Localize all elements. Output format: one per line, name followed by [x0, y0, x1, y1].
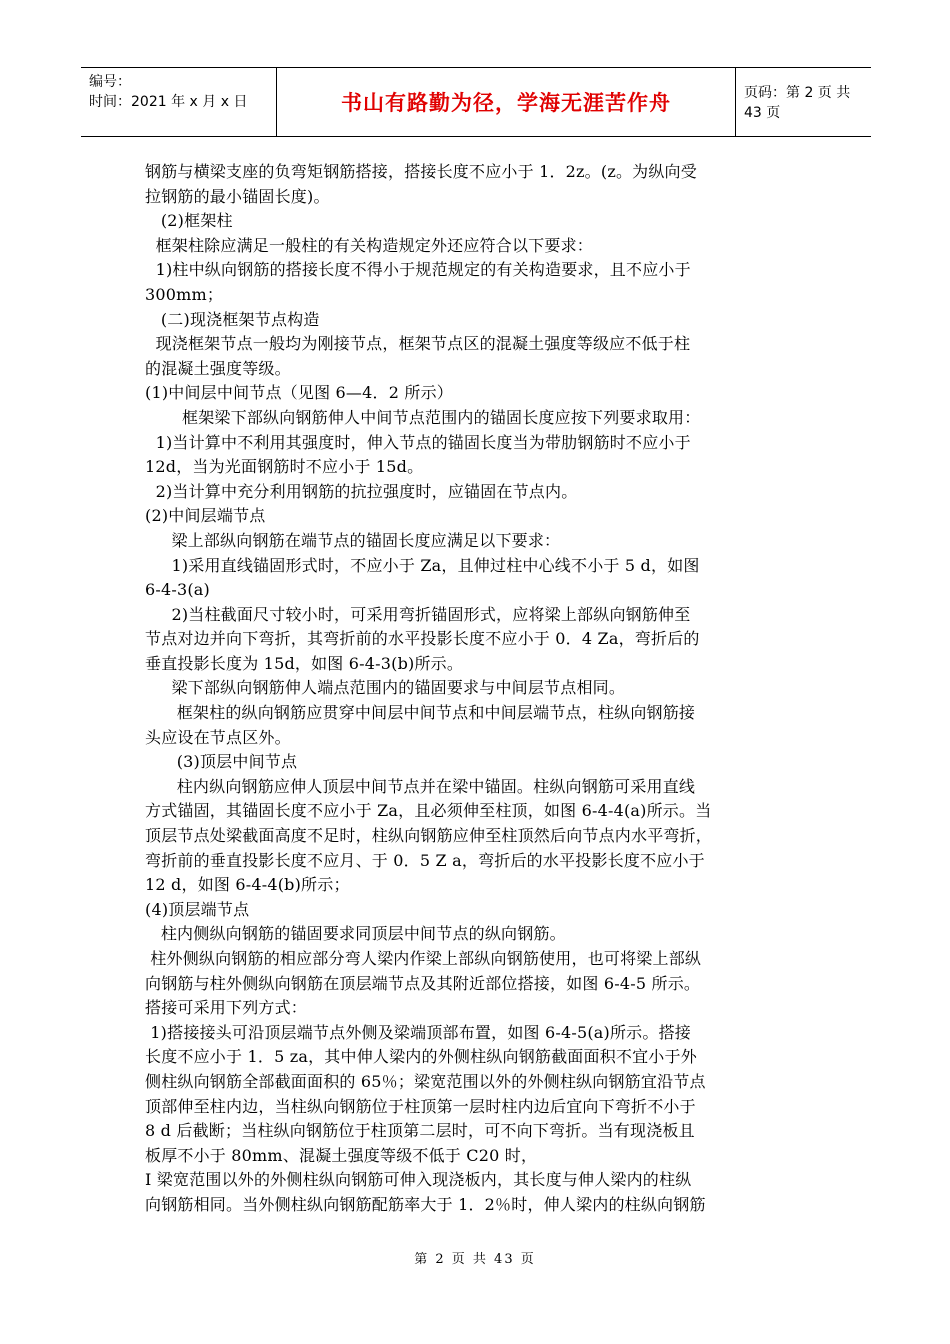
page-header — [81, 67, 871, 137]
body-line: 柱内纵向钢筋应伸人顶层中间节点并在梁中锚固。柱纵向钢筋可采用直线 — [145, 776, 696, 796]
body-line: 梁下部纵向钢筋伸人端点范围内的锚固要求与中间层节点相同。 — [145, 678, 626, 698]
body-line: 拉钢筋的最小锚固长度)。 — [145, 186, 330, 206]
body-line: 长度不应小于 1．5 za，其中伸人梁内的外侧柱纵向钢筋截面面积不宜小于外 — [145, 1047, 697, 1067]
document-body — [145, 160, 813, 1218]
body-line: 梁上部纵向钢筋在端节点的锚固长度应满足以下要求： — [145, 530, 561, 550]
header-page-label: 页码：第 2 页 共 43 页 — [744, 85, 851, 121]
body-line: 向钢筋相同。当外侧柱纵向钢筋配筋率大于 1．2％时，伸人梁内的柱纵向钢筋 — [145, 1194, 706, 1214]
document-date-label: 时间：2021 年 x 月 x 日 — [89, 94, 248, 110]
body-line: 弯折前的垂直投影长度不应月、于 0．5 Z a，弯折后的水平投影长度不应小于 — [145, 850, 705, 870]
body-line: 300mm； — [145, 284, 224, 304]
body-line: 板厚不小于 80mm、混凝土强度等级不低于 C20 时， — [145, 1145, 538, 1165]
body-line: 1)柱中纵向钢筋的搭接长度不得小于规范规定的有关构造要求，且不应小于 — [145, 260, 691, 280]
body-line: 框架柱除应满足一般柱的有关构造规定外还应符合以下要求： — [145, 235, 593, 255]
body-line: 节点对边并向下弯折，其弯折前的水平投影长度不应小于 0．4 Za，弯折后的 — [145, 629, 700, 649]
body-line: 搭接可采用下列方式： — [145, 998, 308, 1018]
body-line: 6-4-3(a) — [145, 580, 210, 600]
body-line: 12d，当为光面钢筋时不应小于 15d。 — [145, 457, 424, 477]
body-line: 12 d，如图 6-4-4(b)所示； — [145, 875, 350, 895]
body-line: 柱内侧纵向钢筋的锚固要求同顶层中间节点的纵向钢筋。 — [145, 924, 566, 944]
body-line: 方式锚固，其锚固长度不应小于 Za，且必须伸至柱顶，如图 6-4-4(a)所示。当 — [145, 801, 712, 821]
body-line: I 梁宽范围以外的外侧柱纵向钢筋可伸入现浇板内，其长度与伸人梁内的柱纵 — [145, 1170, 692, 1190]
body-line: (1)中间层中间节点（见图 6—4．2 所示） — [145, 383, 453, 403]
body-line: 钢筋与横梁支座的负弯矩钢筋搭接，搭接长度不应小于 1．2z。(z。为纵向受 — [145, 162, 697, 181]
body-line: 2)当柱截面尺寸较小时，可采用弯折锚固形式，应将梁上部纵向钢筋伸至 — [145, 604, 691, 624]
body-line: (4)顶层端节点 — [145, 899, 250, 919]
body-line: (2)框架柱 — [145, 211, 233, 231]
body-line: 1)采用直线锚固形式时，不应小于 Za，且伸过柱中心线不小于 5 d，如图 — [145, 555, 700, 575]
body-line: 8 d 后截断；当柱纵向钢筋位于柱顶第二层时，可不向下弯折。当有现浇板且 — [145, 1121, 695, 1141]
body-line: 的混凝土强度等级。 — [145, 358, 291, 378]
header-meta — [81, 68, 277, 136]
body-line: (2)中间层端节点 — [145, 506, 266, 526]
body-line: 顶层节点处梁截面高度不足时，柱纵向钢筋应伸至柱顶然后向节点内水平弯折， — [145, 826, 713, 846]
document-number-label: 编号： — [89, 74, 131, 90]
body-line: 向钢筋与柱外侧纵向钢筋在顶层端节点及其附近部位搭接，如图 6-4-5 所示。 — [145, 973, 701, 993]
page-footer: 第 2 页 共 43 页 — [414, 1252, 536, 1267]
body-line: 2)当计算中充分利用钢筋的抗拉强度时，应锚固在节点内。 — [145, 481, 578, 501]
body-line: 头应设在节点区外。 — [145, 727, 291, 747]
body-line: (二)现浇框架节点构造 — [145, 309, 320, 329]
body-line: 侧柱纵向钢筋全部截面面积的 65％；梁宽范围以外的外侧柱纵向钢筋宜沿节点 — [145, 1071, 706, 1091]
header-motto: 书山有路勤为径，学海无涯苦作舟 — [277, 68, 736, 136]
body-line: 框架梁下部纵向钢筋伸人中间节点范围内的锚固长度应按下列要求取用： — [145, 407, 701, 427]
body-line: 1)搭接接头可沿顶层端节点外侧及梁端顶部布置，如图 6-4-5(a)所示。搭接 — [145, 1022, 691, 1042]
body-line: 现浇框架节点一般均为刚接节点，框架节点区的混凝土强度等级应不低于柱 — [145, 334, 691, 354]
body-line: 1)当计算中不利用其强度时，伸入节点的锚固长度当为带肋钢筋时不应小于 — [145, 432, 691, 452]
body-line: 框架柱的纵向钢筋应贯穿中间层中间节点和中间层端节点，柱纵向钢筋接 — [145, 703, 696, 723]
body-line: 柱外侧纵向钢筋的相应部分弯人梁内作梁上部纵向钢筋使用，也可将梁上部纵 — [145, 949, 702, 968]
body-line: (3)顶层中间节点 — [145, 752, 298, 772]
body-line: 顶部伸至柱内边，当柱纵向钢筋位于柱顶第一层时柱内边后宜向下弯折不小于 — [145, 1096, 696, 1116]
body-line: 垂直投影长度为 15d，如图 6-4-3(b)所示。 — [145, 653, 464, 673]
